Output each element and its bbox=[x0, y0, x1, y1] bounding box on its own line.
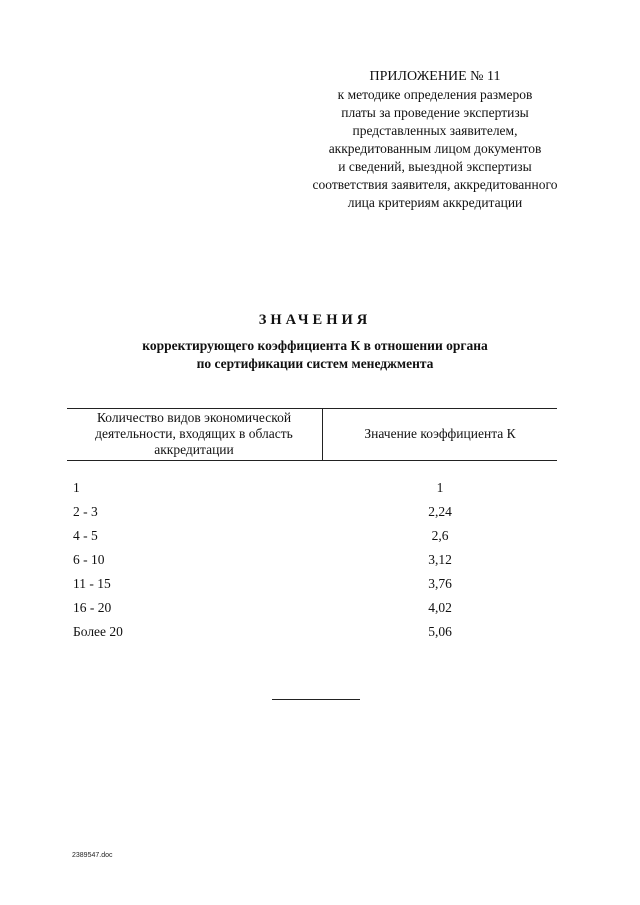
appendix-line: к методике определения размеров bbox=[337, 87, 533, 102]
row-range: 11 - 15 bbox=[73, 576, 111, 591]
appendix-line: лица критериям аккредитации bbox=[347, 195, 523, 210]
column-header-activity-count bbox=[70, 410, 318, 458]
table-row bbox=[70, 480, 550, 504]
row-range: 2 - 3 bbox=[73, 504, 98, 519]
row-value: 2,24 bbox=[428, 504, 452, 519]
table-row bbox=[70, 624, 550, 648]
table-row bbox=[70, 528, 550, 552]
table-body bbox=[70, 480, 550, 648]
subtitle-line: по сертификации систем менеджмента bbox=[196, 356, 434, 371]
table-top-rule bbox=[67, 408, 557, 409]
document-subtitle bbox=[0, 337, 630, 373]
appendix-line: представленных заявителем, bbox=[352, 123, 518, 138]
row-range: 16 - 20 bbox=[73, 600, 112, 615]
appendix-line: соответствия заявителя, аккредитованного bbox=[312, 177, 558, 192]
row-value: 5,06 bbox=[428, 624, 452, 639]
appendix-line: аккредитованным лицом документов bbox=[328, 141, 542, 156]
table-header-rule bbox=[67, 460, 557, 461]
row-range: 1 bbox=[73, 480, 80, 495]
column-header-line: Количество видов экономической bbox=[96, 410, 292, 425]
appendix-line: платы за проведение экспертизы bbox=[341, 105, 529, 120]
table-row bbox=[70, 600, 550, 624]
document-footer-filename: 2389547.doc bbox=[72, 852, 113, 859]
row-value: 4,02 bbox=[428, 600, 452, 615]
column-header-line: деятельности, входящих в область bbox=[95, 426, 293, 441]
table-row bbox=[70, 552, 550, 576]
row-value: 2,6 bbox=[431, 528, 449, 543]
row-value: 3,76 bbox=[428, 576, 452, 591]
subtitle-line: корректирующего коэффициента К в отношении органа bbox=[142, 338, 488, 353]
row-range: 6 - 10 bbox=[73, 552, 105, 567]
table-column-divider bbox=[322, 409, 323, 460]
end-rule bbox=[272, 699, 360, 700]
row-value: 1 bbox=[436, 480, 444, 495]
row-range: Более 20 bbox=[73, 624, 123, 639]
column-header-line: аккредитации bbox=[154, 442, 234, 457]
appendix-block bbox=[270, 68, 600, 212]
document-title: ЗНАЧЕНИЯ bbox=[258, 312, 372, 328]
appendix-heading: ПРИЛОЖЕНИЕ № 11 bbox=[369, 69, 501, 84]
appendix-line: и сведений, выездной экспертизы bbox=[338, 159, 532, 174]
table-row bbox=[70, 504, 550, 528]
row-range: 4 - 5 bbox=[73, 528, 98, 543]
row-value: 3,12 bbox=[428, 552, 452, 567]
column-header-coefficient: Значение коэффициента К bbox=[364, 426, 516, 441]
table-row bbox=[70, 576, 550, 600]
